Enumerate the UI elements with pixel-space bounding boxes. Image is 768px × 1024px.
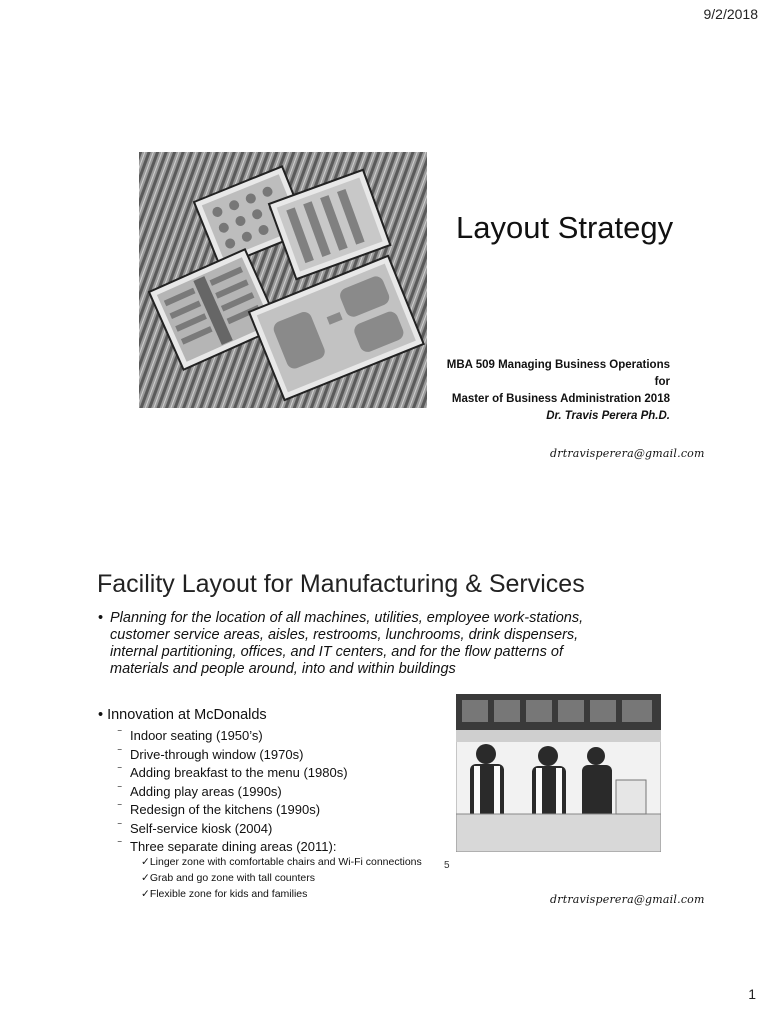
list-item: [118, 820, 348, 839]
check-item-text: Linger zone with comfortable chairs and Wi-Fi connections: [149, 856, 422, 868]
check-icon: ✓: [141, 872, 150, 884]
dash-icon: ‾: [118, 785, 122, 797]
list-item: [118, 746, 348, 765]
list-item-text: Redesign of the kitchens (1990s): [130, 802, 321, 817]
bullet-item: [98, 707, 267, 723]
check-item-text: Flexible zone for kids and families: [149, 888, 308, 900]
check-item: [141, 854, 422, 870]
list-item: [118, 801, 348, 820]
bullet-dot-icon: •: [98, 610, 104, 626]
dash-icon: ‾: [118, 841, 122, 852]
page-number: 1: [748, 986, 756, 1002]
dash-icon: ‾: [118, 748, 122, 760]
slide1-title: Layout Strategy: [456, 210, 674, 245]
check-item: [141, 886, 422, 902]
slide-number: 5: [444, 860, 450, 871]
instructor-email[interactable]: drtravisperera@gmail.com: [550, 893, 705, 906]
bullet-text: Planning for the location of all machines, utilities, employee work-stations, customer service areas, aisles, restrooms, lunchrooms, drink dispensers, internal partitioning, offices, and IT centers, and for the flow patterns of materials and people around, into and within buildings: [110, 610, 584, 677]
course-info: [440, 357, 670, 425]
slide2-title: Facility Layout for Manufacturing & Services: [97, 570, 585, 598]
dash-icon: ‾: [118, 822, 122, 834]
instructor-email[interactable]: drtravisperera@gmail.com: [550, 447, 705, 460]
check-item-text: Grab and go zone with tall counters: [149, 872, 315, 884]
check-icon: ✓: [141, 888, 150, 900]
list-item-text: Self-service kiosk (2004): [130, 820, 273, 836]
list-item-text: Drive-through window (1970s): [130, 746, 304, 762]
list-item-text: Indoor seating (1950’s): [130, 728, 263, 743]
dash-icon: ‾: [118, 767, 122, 778]
list-item: [118, 783, 348, 802]
list-item-text: Adding breakfast to the menu (1980s): [130, 765, 348, 780]
dining-zones-list: [141, 854, 422, 902]
list-item-text: Three separate dining areas (2011):: [130, 839, 337, 854]
innovation-list: [118, 727, 348, 857]
bullet-item: [98, 610, 618, 678]
dash-icon: ‾: [118, 804, 122, 815]
course-line: MBA 509 Managing Business Operations: [446, 359, 670, 371]
mcdonalds-counter-image: [456, 694, 661, 852]
bullet-text: Innovation at McDonalds: [107, 707, 267, 723]
page-date: 9/2/2018: [703, 6, 758, 22]
dash-icon: ‾: [118, 730, 122, 741]
course-line: for: [654, 376, 670, 388]
check-icon: ✓: [141, 856, 150, 868]
list-item: [118, 727, 348, 746]
check-item: [141, 870, 422, 886]
layout-plans-image: [139, 152, 427, 408]
course-line: Master of Business Administration 2018: [451, 393, 670, 405]
bullet-dot-icon: •: [98, 707, 104, 723]
instructor-name: Dr. Travis Perera Ph.D.: [546, 410, 670, 422]
list-item-text: Adding play areas (1990s): [130, 783, 282, 799]
list-item: [118, 764, 348, 783]
